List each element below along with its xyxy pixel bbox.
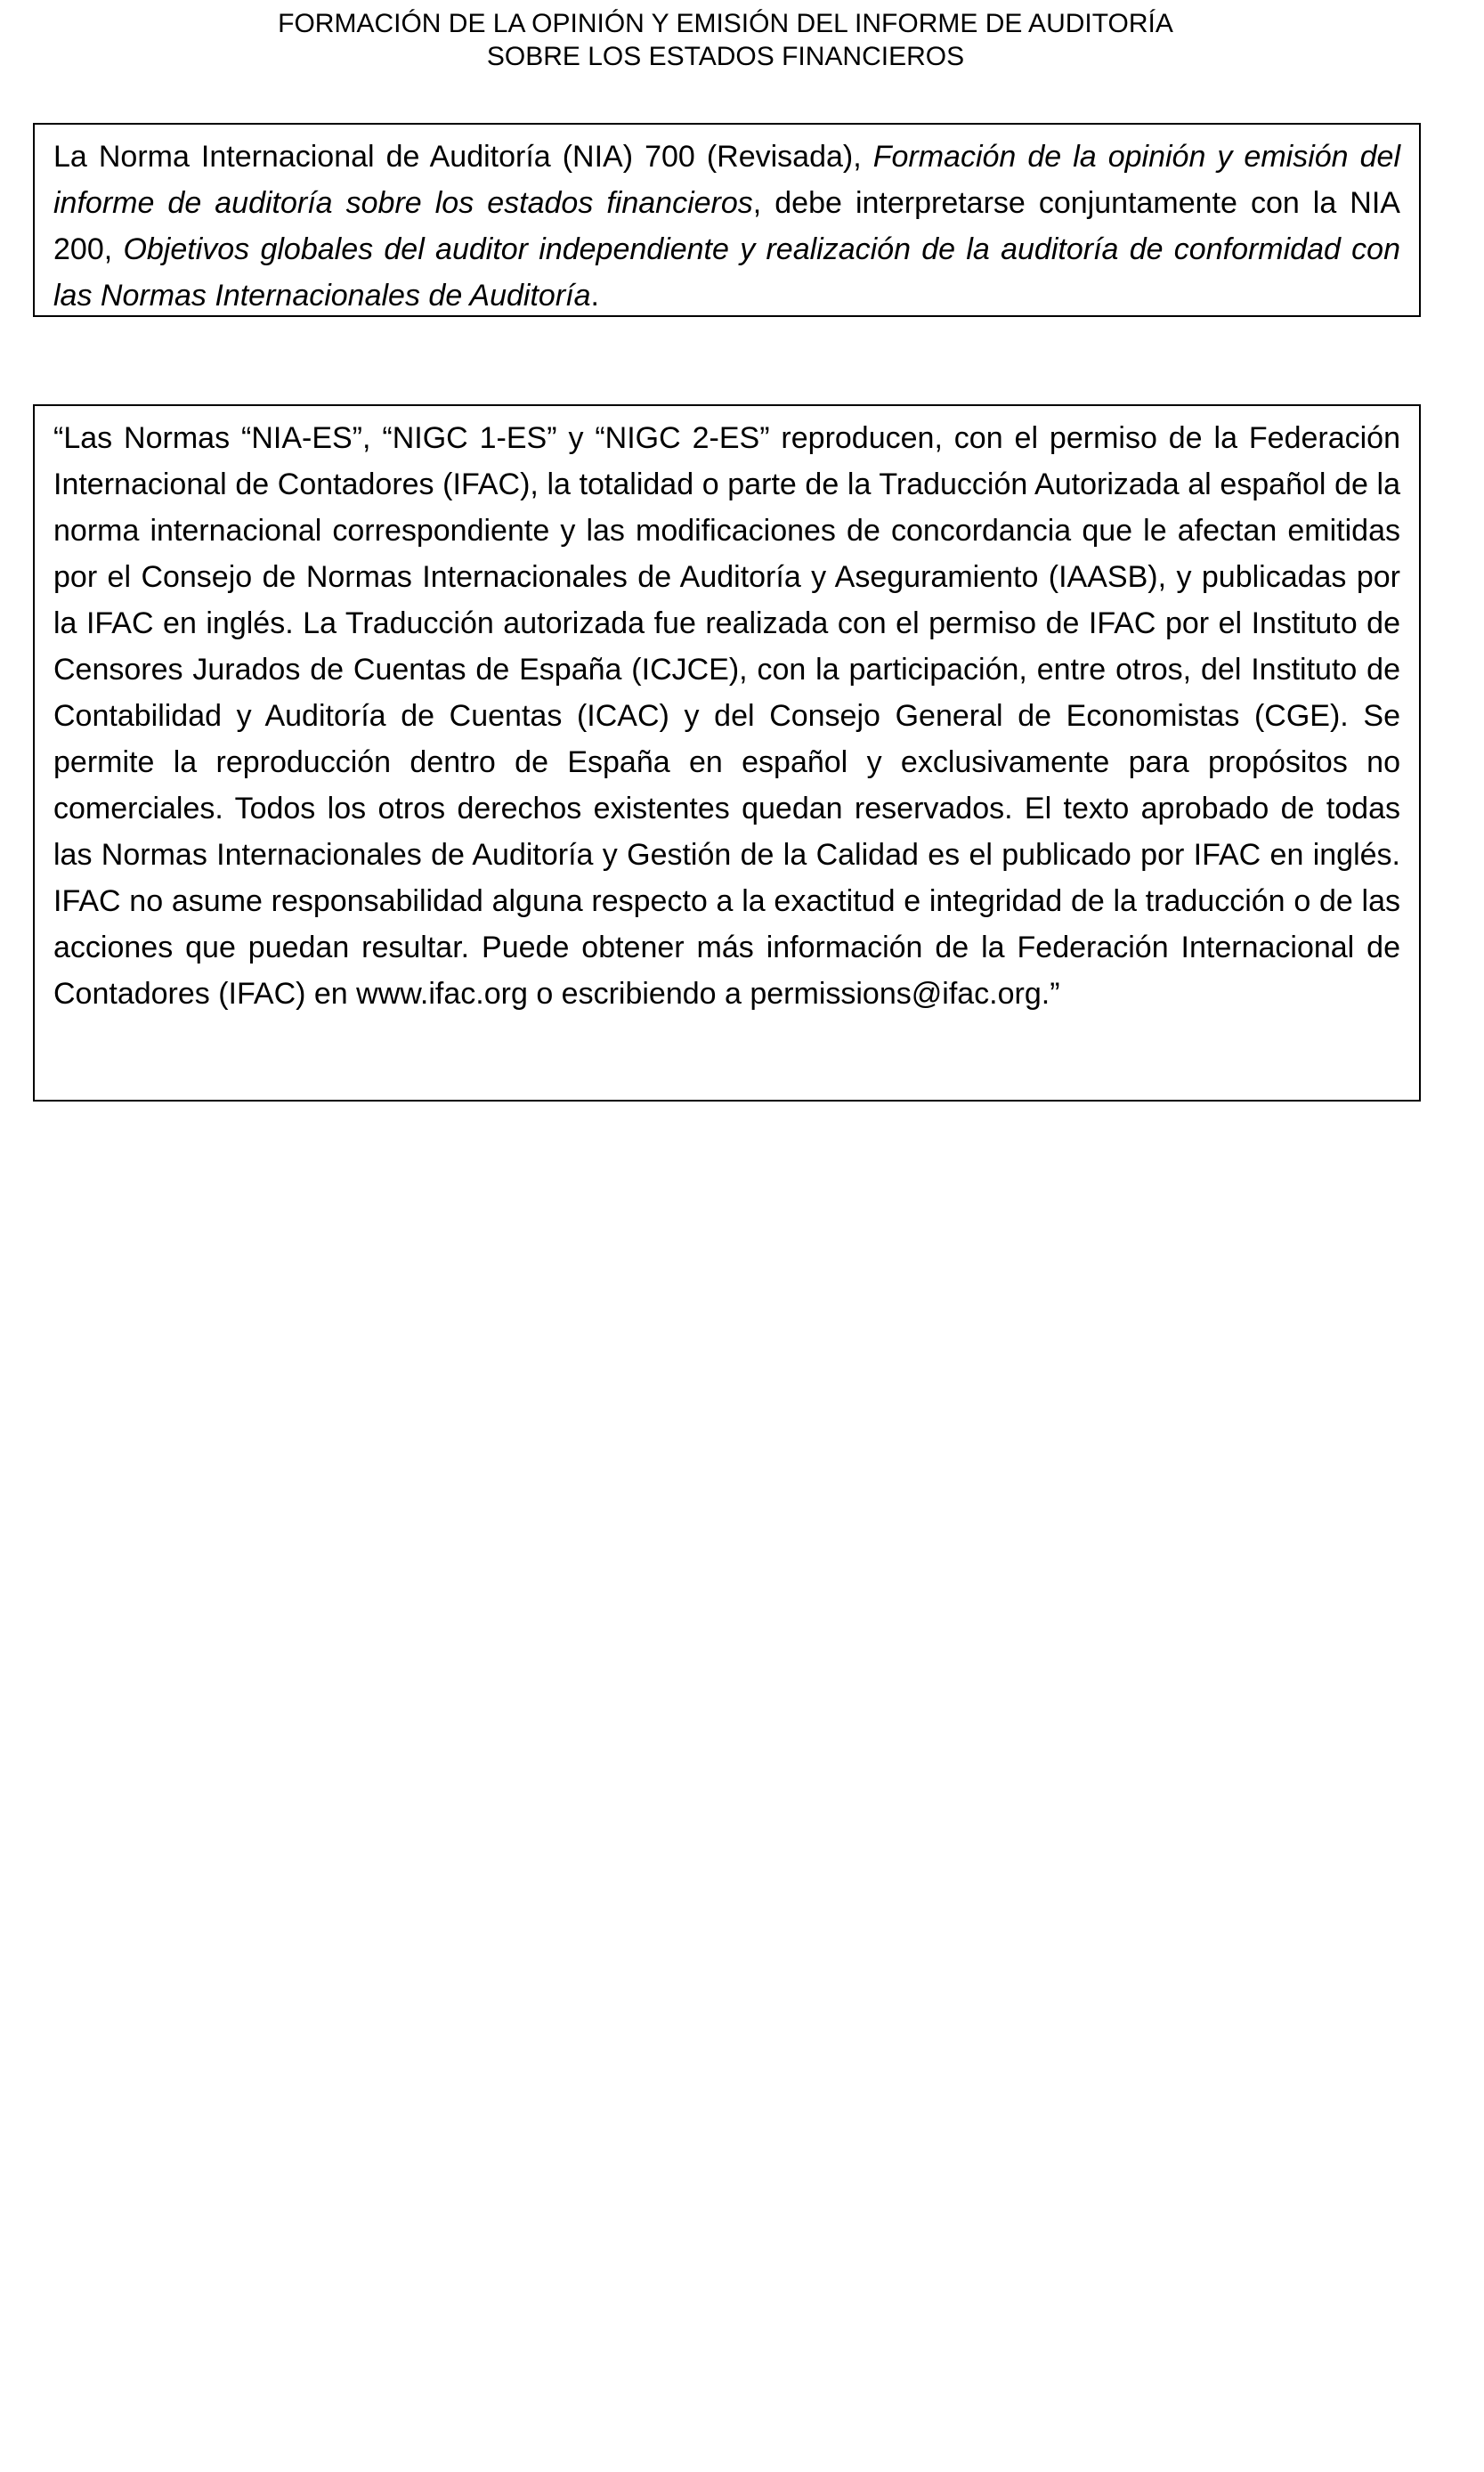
intro-paragraph <box>53 134 1400 319</box>
intro-text-1: La Norma Internacional de Auditoría (NIA) 700 (Revisada), <box>53 140 873 174</box>
page-title-line-2: SOBRE LOS ESTADOS FINANCIEROS <box>486 42 965 71</box>
page-header <box>0 7 1451 73</box>
intro-text-2: , debe interpretarse conjuntamente con la NIA 200, <box>53 186 1400 266</box>
page-title-line-1: FORMACIÓN DE LA OPINIÓN Y EMISIÓN DEL INFORME DE AUDITORÍA <box>278 9 1173 38</box>
intro-box <box>33 123 1421 317</box>
copyright-box <box>33 404 1421 1102</box>
nia-700-title: Formación de la opinión y emisión del informe de auditoría sobre los estados financieros <box>53 140 1400 220</box>
intro-text-3: . <box>590 279 599 313</box>
copyright-paragraph: “Las Normas “NIA-ES”, “NIGC 1-ES” y “NIGC 2-ES” reproducen, con el permiso de la Federación Internacional de Contadores (IFAC), la totalidad o parte de la Traducción Autorizada al español de la norma internacional correspondiente y las modificaciones de concordancia que le afectan emitidas por el Consejo de Normas Internacionales de Auditoría y Aseguramiento (IAASB), y publicadas por la IFAC en inglés. La Traducción autorizada fue realizada con el permiso de IFAC por el Instituto de Censores Jurados de Cuentas de España (ICJCE), con la participación, entre otros, del Instituto de Contabilidad y Auditoría de Cuentas (ICAC) y del Consejo General de Economistas (CGE). Se permite la reproducción dentro de España en español y exclusivamente para propósitos no comerciales. Todos los otros derechos existentes quedan reservados. El texto aprobado de todas las Normas Internacionales de Auditoría y Gestión de la Calidad es el publicado por IFAC en inglés. IFAC no asume responsabilidad alguna respecto a la exactitud e integridad de la traducción o de las acciones que puedan resultar. Puede obtener más información de la Federación Internacional de Contadores (IFAC) en www.ifac.org o escribiendo a permissions@ifac.org.” <box>53 421 1400 1011</box>
nia-200-title: Objetivos globales del auditor independiente y realización de la auditoría de conformidad con las Normas Internacionales de Auditoría <box>53 232 1400 313</box>
